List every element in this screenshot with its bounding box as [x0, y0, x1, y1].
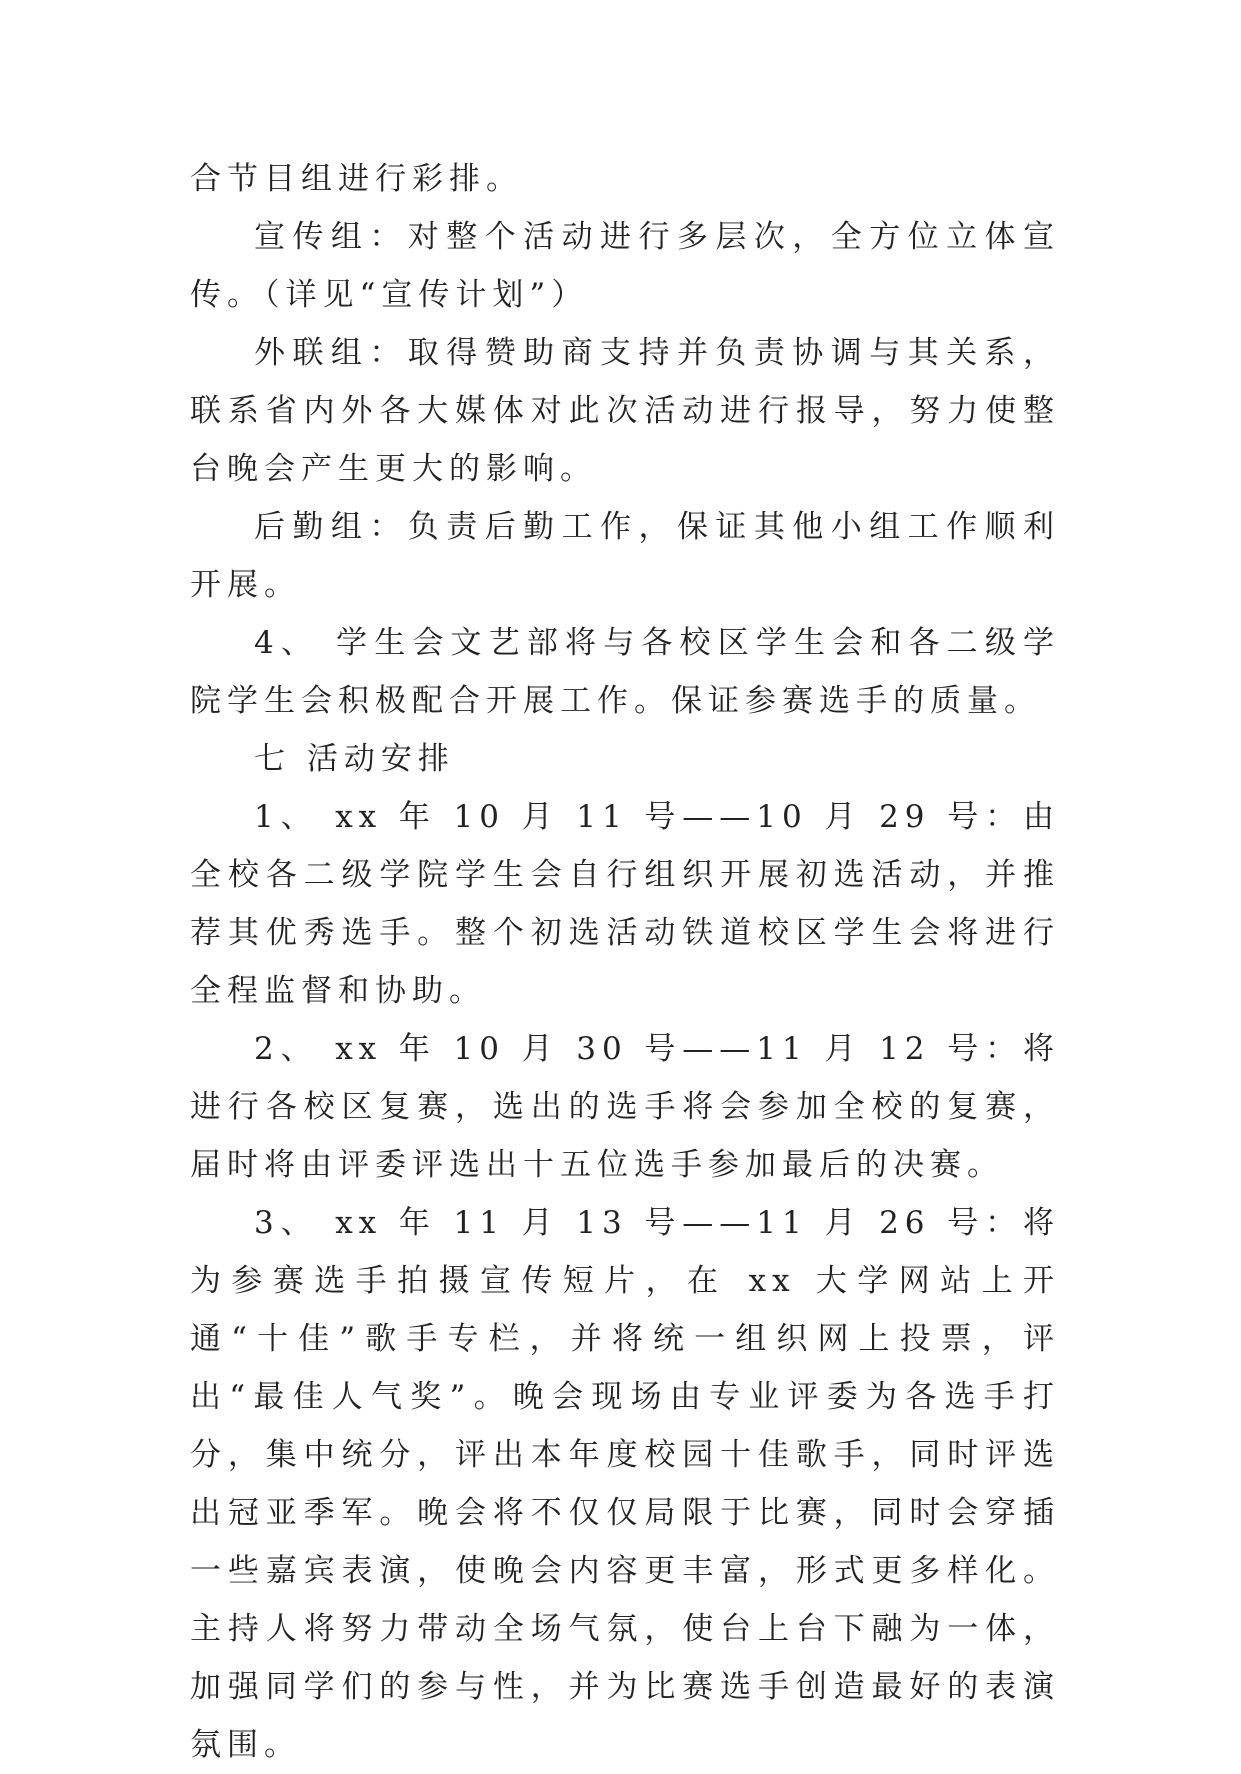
- paragraph-schedule-3: 3、 xx 年 11 月 13 号——11 月 26 号：将为参赛选手拍摄宣传短片，在 xx 大学网站上开通“十佳”歌手专栏，并将统一组织网上投票，评出“最佳人气奖”。晚会现场由专业评委为各选手打分，集中统分，评出本年度校园十佳歌手，同时评选出冠亚季军。晚会将不仅仅局限于比赛，同时会穿插一些嘉宾表演，使晚会内容更丰富，形式更多样化。主持人将努力带动全场气氛，使台上台下融为一体，加强同学们的参与性，并为比赛选手创造最好的表演氛围。: [190, 1205, 1060, 1763]
- paragraph-rehearsal-continuation: 合节目组进行彩排。: [190, 161, 523, 197]
- paragraph-schedule-2: 2、 xx 年 10 月 30 号——11 月 12 号：将进行各校区复赛，选出的选手将会参加全校的复赛，届时将由评委评选出十五位选手参加最后的决赛。: [190, 1031, 1060, 1183]
- section-heading-activity-schedule: 七 活动安排: [254, 741, 455, 777]
- paragraph-publicity-group: 宣传组：对整个活动进行多层次，全方位立体宣传。（详见“宣传计划”）: [190, 219, 1060, 313]
- paragraph-item-4: 4、 学生会文艺部将与各校区学生会和各二级学院学生会积极配合开展工作。保证参赛选手的质量。: [190, 625, 1060, 719]
- paragraph-liaison-group: 外联组：取得赞助商支持并负责协调与其关系，联系省内外各大媒体对此次活动进行报导，努力使整台晚会产生更大的影响。: [190, 335, 1060, 487]
- paragraph-logistics-group: 后勤组：负责后勤工作，保证其他小组工作顺利开展。: [190, 509, 1060, 603]
- paragraph-schedule-1: 1、 xx 年 10 月 11 号——10 月 29 号：由全校各二级学院学生会自行组织开展初选活动，并推荐其优秀选手。整个初选活动铁道校区学生会将进行全程监督和协助。: [190, 799, 1060, 1009]
- document-body: [190, 150, 1060, 1774]
